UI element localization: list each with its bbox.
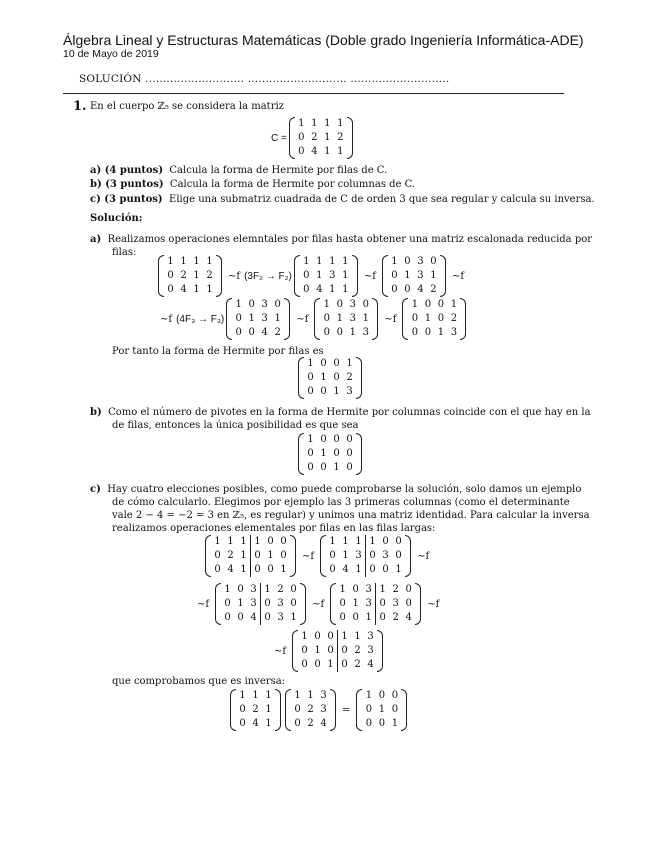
matrix-cell: 1 <box>239 690 246 701</box>
matrix-cell: 1 <box>237 598 244 609</box>
matrix-cell: 0 <box>298 146 305 157</box>
matrix-cell: 0 <box>280 550 287 561</box>
matrix-cell: 0 <box>261 611 275 625</box>
matrix-cell: 0 <box>346 434 353 445</box>
solution-a-conclusion: Por tanto la forma de Hermite por filas es <box>112 346 324 357</box>
matrix-cell: 0 <box>323 327 331 338</box>
matrix-cell: 1 <box>251 535 265 549</box>
matrix-cell: 3 <box>277 612 284 623</box>
matrix-cell: 0 <box>267 536 274 547</box>
row-equivalence-symbol: ∼f <box>417 550 430 562</box>
matrix-cell: 0 <box>294 718 301 729</box>
matrix-cell: 3 <box>320 690 327 701</box>
matrix-cell: 0 <box>290 598 297 609</box>
augmented-matrix <box>292 630 383 672</box>
matrix-cell: 1 <box>193 270 200 281</box>
matrix-cell: 0 <box>320 462 327 473</box>
matrix-cell: 1 <box>280 564 287 575</box>
matrix-cell: 0 <box>352 584 359 595</box>
matrix-cell: 3 <box>349 299 357 310</box>
matrix-cell: 1 <box>324 118 331 129</box>
matrix-cell: 0 <box>307 386 314 397</box>
matrix-cell: 0 <box>336 299 344 310</box>
matrix-cell: 1 <box>320 448 327 459</box>
matrix-cell: 0 <box>411 313 419 324</box>
matrix-cell: 1 <box>355 536 362 547</box>
matrix-cell: 4 <box>316 284 323 295</box>
augmented-line-1 <box>203 535 433 577</box>
matrix-cell: 1 <box>424 313 432 324</box>
matrix-cell: 0 <box>320 434 327 445</box>
matrix-cell: 1 <box>378 704 386 715</box>
matrix-cell: 0 <box>333 358 340 369</box>
matrix <box>285 689 336 731</box>
matrix-cell: 0 <box>404 284 411 295</box>
matrix-cell: 1 <box>376 583 390 597</box>
matrix-cell: 0 <box>239 704 246 715</box>
matrix-cell: 0 <box>395 550 402 561</box>
matrix-cell: 0 <box>307 448 314 459</box>
matrix-cell: 0 <box>338 644 352 658</box>
matrix-cell: 0 <box>329 550 336 561</box>
matrix-cell: 1 <box>336 313 344 324</box>
matrix-cell: 0 <box>382 536 389 547</box>
matrix-cell: 0 <box>437 299 445 310</box>
matrix-cell: 2 <box>430 284 437 295</box>
row-reduction-line-1 <box>156 255 468 297</box>
matrix-cell: 4 <box>417 284 424 295</box>
matrix-cell: 0 <box>376 611 390 625</box>
matrix <box>402 298 466 340</box>
solution-b-text: b) Como el número de pivotes en la forma de Hermite por columnas coincide con el que hay en la <box>90 407 591 418</box>
matrix-cell: 4 <box>311 146 318 157</box>
matrix-cell: 3 <box>250 584 257 595</box>
matrix-cell: 1 <box>362 313 370 324</box>
matrix-cell: 1 <box>303 256 310 267</box>
matrix-cell: 0 <box>224 612 231 623</box>
matrix-cell: 3 <box>367 645 374 656</box>
matrix-cell: 0 <box>167 284 174 295</box>
matrix-cell: 0 <box>404 256 411 267</box>
matrix-cell: 0 <box>346 448 353 459</box>
solution-heading: Solución: <box>90 213 143 224</box>
matrix-cell: 1 <box>337 146 344 157</box>
matrix-cell: 1 <box>316 256 323 267</box>
matrix-cell: 1 <box>324 132 331 143</box>
matrix-cell: 0 <box>248 327 255 338</box>
matrix-cell: 1 <box>349 327 357 338</box>
matrix-cell: 1 <box>339 584 346 595</box>
row-equivalence-symbol: ∼f <box>274 645 287 657</box>
matrix-cell: 3 <box>329 270 336 281</box>
row-equivalence-symbol: ∼f <box>197 598 210 610</box>
matrix-cell: 0 <box>323 313 331 324</box>
matrix-cell: 1 <box>333 462 340 473</box>
matrix-cell: 3 <box>450 327 458 338</box>
matrix-cell: 0 <box>251 563 265 577</box>
matrix-cell: 1 <box>311 118 318 129</box>
matrix-cell: 4 <box>227 564 234 575</box>
row-reduction-line-2 <box>156 298 468 340</box>
matrix-cell: 1 <box>265 718 272 729</box>
matrix-cell: 0 <box>362 299 370 310</box>
row-operation: (3F₂ → F₂) <box>244 270 292 282</box>
matrix-cell: 1 <box>298 118 305 129</box>
matrix-cell: 0 <box>214 564 221 575</box>
matrix-cell: 1 <box>342 550 349 561</box>
problem-number: 1. <box>73 99 87 114</box>
matrix-cell: 0 <box>366 549 380 563</box>
matrix-cell: 0 <box>251 549 265 563</box>
solution-b-text2: de filas, entonces la única posibilidad es que sea <box>112 420 359 431</box>
matrix-cell: 2 <box>311 132 318 143</box>
matrix-cell: 1 <box>248 313 255 324</box>
hermite-columns-result <box>296 433 364 475</box>
matrix-cell: 0 <box>235 327 242 338</box>
matrix-cell: 2 <box>274 327 281 338</box>
matrix-cell: 1 <box>323 299 331 310</box>
matrix-cell: 3 <box>346 386 353 397</box>
matrix-cell: 0 <box>167 270 174 281</box>
matrix <box>294 255 358 297</box>
matrix-cell: 0 <box>290 584 297 595</box>
matrix-cell: 1 <box>267 550 274 561</box>
matrix-cell: 3 <box>365 584 372 595</box>
matrix-cell: 0 <box>261 597 275 611</box>
matrix-cell: 1 <box>227 536 234 547</box>
row-equivalence-symbol: ∼f <box>427 598 440 610</box>
matrix-cell: 4 <box>367 659 374 670</box>
matrix-cell: 0 <box>382 564 389 575</box>
row-equivalence-symbol: ∼f <box>296 313 309 325</box>
matrix-cell: 0 <box>239 718 246 729</box>
matrix-cell: 0 <box>339 612 346 623</box>
matrix-cell: 0 <box>333 434 340 445</box>
matrix-cell: 0 <box>320 386 327 397</box>
matrix-cell: 1 <box>450 299 458 310</box>
matrix <box>314 298 378 340</box>
document-date: 10 de Mayo de 2019 <box>63 48 159 60</box>
matrix-cell: 3 <box>382 550 389 561</box>
matrix-cell: 1 <box>404 270 411 281</box>
matrix-cell: 1 <box>180 256 187 267</box>
matrix-cell: 1 <box>342 284 349 295</box>
solution-a-text2: filas: <box>112 247 137 258</box>
matrix-cell: 1 <box>214 536 221 547</box>
matrix-cell: 1 <box>235 299 242 310</box>
matrix-cell: 1 <box>224 584 231 595</box>
matrix-cell: 0 <box>314 659 321 670</box>
matrix-cell: 1 <box>324 146 331 157</box>
matrix-cell: 0 <box>327 631 334 642</box>
matrix-cell: 1 <box>365 690 373 701</box>
matrix-cell: 0 <box>214 550 221 561</box>
matrix-cell: 0 <box>235 313 242 324</box>
part-c-task: c) (3 puntos) Elige una submatriz cuadrada de C de orden 3 que sea regular y calcula su inversa. <box>90 194 595 205</box>
matrix-cell: 0 <box>307 372 314 383</box>
matrix-cell: 0 <box>366 563 380 577</box>
matrix-cell: 4 <box>250 612 257 623</box>
matrix-cell: 0 <box>376 597 390 611</box>
matrix-cell: 1 <box>395 564 402 575</box>
matrix-cell: 0 <box>237 612 244 623</box>
matrix-cell: 4 <box>180 284 187 295</box>
matrix-cell: 0 <box>405 598 412 609</box>
matrix-cell: 1 <box>338 630 352 644</box>
solution-c-check-text: que comprobamos que es inversa: <box>112 676 286 687</box>
matrix-cell: 0 <box>365 718 373 729</box>
matrix-cell: 1 <box>354 631 361 642</box>
matrix-cell: 2 <box>180 270 187 281</box>
matrix-cell: 1 <box>193 256 200 267</box>
matrix-cell: 1 <box>206 256 213 267</box>
row-equivalence-symbol: ∼f <box>228 270 241 282</box>
matrix-cell: 2 <box>337 132 344 143</box>
matrix-cell: 1 <box>430 270 437 281</box>
matrix-cell: 1 <box>294 690 301 701</box>
matrix-cell: 0 <box>307 462 314 473</box>
matrix-cell: 4 <box>252 718 259 729</box>
matrix-cell: 1 <box>352 598 359 609</box>
matrix-cell: 2 <box>392 584 399 595</box>
matrix-cell: 2 <box>206 270 213 281</box>
matrix-cell: 1 <box>346 358 353 369</box>
matrix-cell: 2 <box>392 612 399 623</box>
augmented-line-3 <box>270 630 385 672</box>
hermite-rows-result <box>296 357 364 399</box>
row-equivalence-symbol: ∼f <box>312 598 325 610</box>
matrix-C <box>271 117 355 159</box>
matrix-cell: 0 <box>437 313 445 324</box>
matrix <box>382 255 446 297</box>
matrix-cell: 0 <box>303 270 310 281</box>
matrix-cell: 1 <box>307 434 314 445</box>
solution-a-text: a) Realizamos operaciones elemntales por filas hasta obtener una matriz escalonada reducida por <box>90 234 593 245</box>
matrix-cell: 3 <box>261 299 268 310</box>
matrix-cell: 1 <box>290 612 297 623</box>
matrix-cell: 0 <box>395 536 402 547</box>
matrix-cell: 0 <box>365 704 373 715</box>
matrix-cell: 3 <box>417 256 424 267</box>
solution-c-text4: realizamos operaciones elementales por filas en las filas largas: <box>112 523 436 534</box>
matrix-cell: 0 <box>267 564 274 575</box>
matrix-cell: 2 <box>277 584 284 595</box>
matrix-cell: 4 <box>261 327 268 338</box>
row-equivalence-symbol: ∼f <box>363 270 376 282</box>
matrix-cell: 1 <box>193 284 200 295</box>
matrix-cell: 0 <box>430 256 437 267</box>
matrix-cell: 0 <box>327 645 334 656</box>
matrix-cell: 2 <box>346 372 353 383</box>
matrix-cell: 0 <box>314 631 321 642</box>
matrix-cell: 3 <box>362 327 370 338</box>
matrix <box>226 298 290 340</box>
matrix-cell: 3 <box>349 313 357 324</box>
augmented-matrix <box>320 535 411 577</box>
matrix-cell: 1 <box>167 256 174 267</box>
matrix-cell: 0 <box>339 598 346 609</box>
solution-c-text3: vale 2 − 4 = −2 = 3 en ℤ₅, es regular) y unimos una matriz identidad. Para calcular la inversa <box>112 510 590 521</box>
matrix-cell: 0 <box>301 645 308 656</box>
matrix-cell: 1 <box>240 550 247 561</box>
matrix-cell: 2 <box>307 704 314 715</box>
matrix-cell: 0 <box>280 536 287 547</box>
matrix-cell: 0 <box>248 299 255 310</box>
inverse-check <box>228 689 409 731</box>
matrix-cell: 2 <box>450 313 458 324</box>
matrix-label: C = <box>271 132 287 144</box>
matrix-cell: 3 <box>417 270 424 281</box>
matrix-cell: 0 <box>378 690 386 701</box>
matrix-cell: 3 <box>355 550 362 561</box>
matrix-cell: 0 <box>333 448 340 459</box>
matrix-cell: 4 <box>342 564 349 575</box>
matrix-cell: 0 <box>391 704 399 715</box>
matrix-cell: 1 <box>307 690 314 701</box>
matrix-cell: 3 <box>261 313 268 324</box>
matrix-cell: 0 <box>298 132 305 143</box>
row-equivalence-symbol: ∼f <box>302 550 315 562</box>
augmented-matrix <box>215 583 306 625</box>
solution-name-line: SOLUCIÓN ............................ ............................ ............................ <box>79 73 450 85</box>
matrix-cell: 1 <box>437 327 445 338</box>
matrix-cell: 2 <box>354 659 361 670</box>
matrix-cell: 0 <box>391 284 398 295</box>
header-divider <box>63 93 564 94</box>
matrix-cell: 1 <box>252 690 259 701</box>
solution-c-text2: de cómo calcularlo. Elegimos por ejemplo las 3 primeras columnas (como el determinante <box>112 497 570 508</box>
matrix <box>289 117 353 159</box>
matrix-cell: 2 <box>227 550 234 561</box>
matrix-cell: 1 <box>327 659 334 670</box>
row-operation: (4F₃ → F₃) <box>176 313 225 325</box>
matrix-cell: 1 <box>329 256 336 267</box>
matrix-cell: 1 <box>342 256 349 267</box>
matrix-cell: 1 <box>265 704 272 715</box>
matrix-cell: 1 <box>265 690 272 701</box>
matrix-cell: 1 <box>411 299 419 310</box>
matrix-cell: 3 <box>367 631 374 642</box>
matrix-cell: 0 <box>378 718 386 729</box>
augmented-line-2 <box>193 583 443 625</box>
matrix-cell: 0 <box>301 659 308 670</box>
row-equivalence-symbol: ∼f <box>451 270 465 282</box>
part-a-task: a) (4 puntos) Calcula la forma de Hermite por filas de C. <box>90 165 388 176</box>
matrix-cell: 0 <box>391 690 399 701</box>
matrix-cell: 0 <box>294 704 301 715</box>
matrix-cell: 1 <box>333 386 340 397</box>
matrix-cell: 0 <box>237 584 244 595</box>
matrix-cell: 4 <box>320 718 327 729</box>
problem-statement: En el cuerpo ℤ₅ se considera la matriz <box>90 101 284 112</box>
matrix-cell: 1 <box>329 536 336 547</box>
matrix-cell: 1 <box>240 564 247 575</box>
matrix-cell: 2 <box>252 704 259 715</box>
matrix-cell: 0 <box>338 658 352 672</box>
matrix-cell: 1 <box>206 284 213 295</box>
matrix-cell: 0 <box>352 612 359 623</box>
matrix-cell: 1 <box>314 645 321 656</box>
matrix-cell: 3 <box>392 598 399 609</box>
matrix-cell: 1 <box>329 284 336 295</box>
matrix-cell: 1 <box>320 372 327 383</box>
matrix-cell: 1 <box>366 535 380 549</box>
matrix-cell: 2 <box>307 718 314 729</box>
matrix-cell: 0 <box>424 299 432 310</box>
augmented-matrix <box>205 535 296 577</box>
equals-sign: = <box>342 704 351 716</box>
matrix-cell: 1 <box>355 564 362 575</box>
matrix-cell: 3 <box>277 598 284 609</box>
matrix-cell: 1 <box>261 583 275 597</box>
matrix-cell: 0 <box>346 462 353 473</box>
matrix-cell: 2 <box>354 645 361 656</box>
row-equivalence-symbol: ∼f <box>160 313 173 325</box>
matrix-cell: 1 <box>307 358 314 369</box>
matrix-cell: 0 <box>336 327 344 338</box>
matrix-cell: 1 <box>337 118 344 129</box>
matrix-cell: 0 <box>303 284 310 295</box>
matrix-cell: 3 <box>365 598 372 609</box>
matrix-cell: 0 <box>411 327 419 338</box>
matrix-cell: 0 <box>320 358 327 369</box>
matrix-cell: 3 <box>250 598 257 609</box>
matrix-cell: 1 <box>391 256 398 267</box>
identity-matrix <box>356 689 407 731</box>
matrix-cell: 0 <box>333 372 340 383</box>
matrix-cell: 0 <box>405 584 412 595</box>
augmented-matrix <box>330 583 421 625</box>
matrix-cell: 1 <box>274 313 281 324</box>
matrix-cell: 1 <box>316 270 323 281</box>
matrix-cell: 0 <box>391 270 398 281</box>
matrix-cell: 1 <box>342 536 349 547</box>
matrix-cell: 3 <box>320 704 327 715</box>
matrix-cell: 1 <box>391 718 399 729</box>
matrix <box>298 357 362 399</box>
document-title: Álgebra Lineal y Estructuras Matemáticas (Doble grado Ingeniería Informática-ADE) <box>63 32 584 48</box>
matrix-cell: 1 <box>365 612 372 623</box>
matrix <box>298 433 362 475</box>
matrix-cell: 1 <box>240 536 247 547</box>
matrix <box>230 689 281 731</box>
matrix <box>158 255 222 297</box>
matrix-cell: 1 <box>342 270 349 281</box>
solution-c-text: c) Hay cuatro elecciones posibles, como puede comprobarse la solución, solo damos un ejemplo <box>90 484 582 495</box>
row-equivalence-symbol: ∼f <box>384 313 397 325</box>
matrix-cell: 0 <box>224 598 231 609</box>
matrix-cell: 4 <box>405 612 412 623</box>
part-b-task: b) (3 puntos) Calcula la forma de Hermite por columnas de C. <box>90 179 416 190</box>
matrix-cell: 0 <box>329 564 336 575</box>
matrix-cell: 0 <box>274 299 281 310</box>
matrix-cell: 1 <box>301 631 308 642</box>
matrix-cell: 0 <box>424 327 432 338</box>
